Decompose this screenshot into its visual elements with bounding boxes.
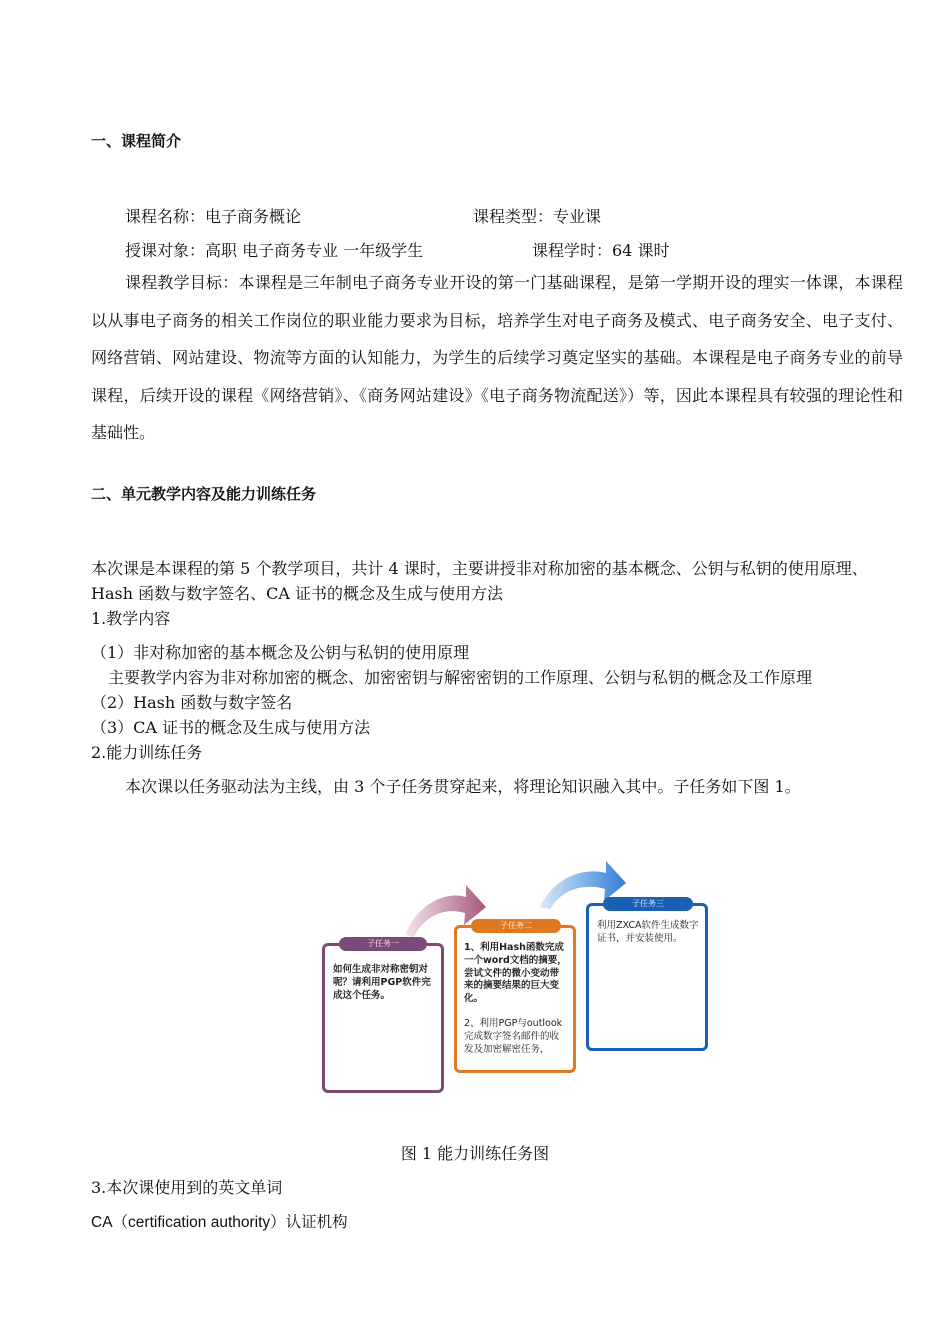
tasks-intro: 本次课以任务驱动法为主线，由 3 个子任务贯穿起来，将理论知识融入其中。子任务如下图 1。 xyxy=(125,777,801,796)
task-2-label: 子任务二 xyxy=(471,919,561,933)
task-card-2 xyxy=(454,921,576,1073)
task-figure xyxy=(300,855,720,1105)
course-goal-paragraph: 课程教学目标：本课程是三年制电子商务专业开设的第一门基础课程，是第一学期开设的理实一体课，本课程以从事电子商务的相关工作岗位的职业能力要求为目标，培养学生对电子商务及模式、电子商务安全、电子支付、网络营销、网站建设、物流等方面的认知能力，为学生的后续学习奠定坚实的基础。本课程是电子商务专业的前导课程，后续开设的课程《网络营销》、《商务网站建设》《电子商务物流配送》）等，因此本课程具有较强的理论性和基础性。 xyxy=(91,273,903,442)
course-audience: 授课对象：高职 电子商务专业 一年级学生 xyxy=(125,241,424,260)
figure-caption: 图 1 能力训练任务图 xyxy=(400,1144,550,1163)
section1-heading: 一、课程简介 xyxy=(91,132,182,150)
unit-intro-line2: Hash 函数与数字签名、CA 证书的概念及生成与使用方法 xyxy=(91,584,503,603)
content-title: 1.教学内容 xyxy=(91,609,171,628)
task-1-text: 如何生成非对称密钥对呢？请利用PGP软件完成这个任务。 xyxy=(333,964,431,1001)
vocab-title: 3.本次课使用到的英文单词 xyxy=(91,1178,283,1197)
course-type: 课程类型：专业课 xyxy=(473,207,602,226)
task-3-label: 子任务三 xyxy=(603,897,693,911)
task-2-text-1: 1、利用Hash函数完成一个word文档的摘要，尝试文件的微小变动带来的摘要结果的巨大变化。 xyxy=(464,942,567,1005)
task-2-text-2: 2、利用PGP与outlook 完成数字签名邮件的收发及加密解密任务， xyxy=(464,1018,563,1055)
vocab-term-1: CA（certification authority）认证机构 xyxy=(91,1214,348,1231)
unit-intro-line1: 本次课是本课程的第 5 个教学项目，共计 4 课时，主要讲授非对称加密的基本概念、公钥与私钥的使用原理、 xyxy=(91,559,868,578)
tasks-title: 2.能力训练任务 xyxy=(91,743,203,762)
content-item-3: （3）CA 证书的概念及生成与使用方法 xyxy=(91,718,371,737)
course-name: 课程名称：电子商务概论 xyxy=(125,207,302,226)
content-item-1: （1）非对称加密的基本概念及公钥与私钥的使用原理 xyxy=(91,643,470,662)
task-1-label: 子任务一 xyxy=(339,937,427,951)
course-hours: 课程学时：64 课时 xyxy=(532,241,670,260)
task-card-1 xyxy=(322,939,444,1093)
task-card-3 xyxy=(586,899,708,1051)
task-3-text: 利用ZXCA软件生成数字证书，并安装使用。 xyxy=(597,920,699,944)
content-item-1-detail: 主要教学内容为非对称加密的概念、加密密钥与解密密钥的工作原理、公钥与私钥的概念及工作原理 xyxy=(108,668,813,687)
section2-heading: 二、单元教学内容及能力训练任务 xyxy=(91,485,317,503)
content-item-2: （2）Hash 函数与数字签名 xyxy=(91,693,293,712)
